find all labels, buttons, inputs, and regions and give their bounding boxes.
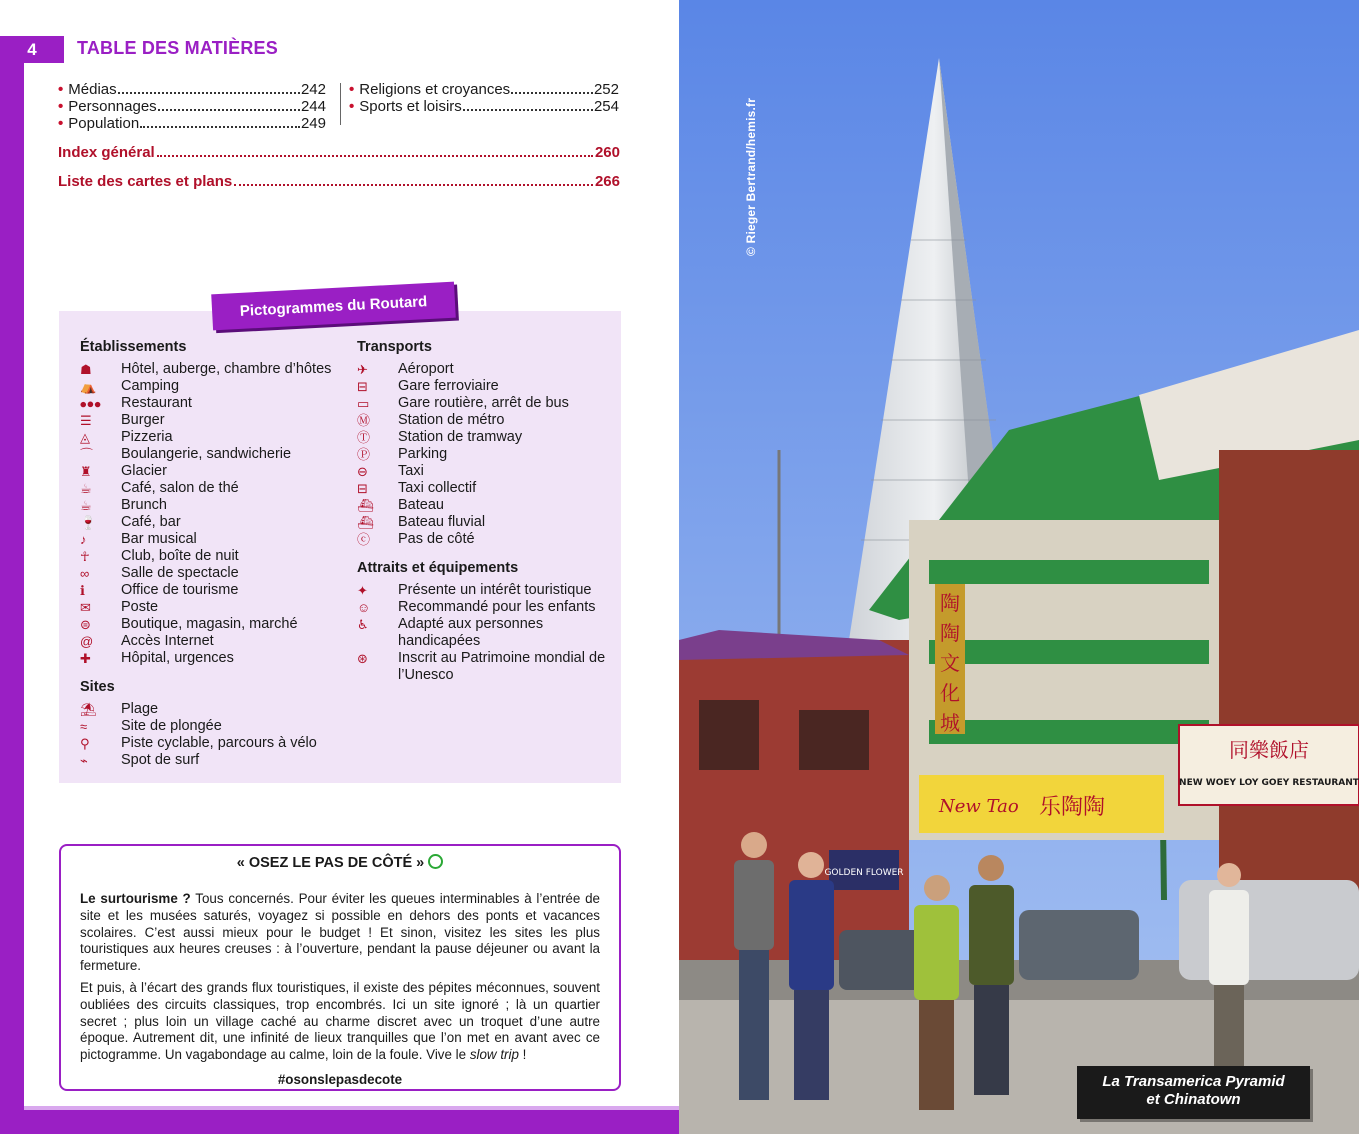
shop-icon: ⊜ [80,617,91,632]
riverboat-icon: ⛴ [357,515,374,530]
toc-subentry-page: 252 [593,81,619,98]
pictogram-item [357,446,619,463]
pictogram-label: Parking [398,446,448,462]
pictogram-label: Recommandé pour les enfants [398,599,596,615]
pictogram-item [80,599,350,616]
pictogram-label: Hôpital, urgences [121,650,234,666]
metro-icon: Ⓜ [357,413,371,428]
osez-text: Et puis, à l’écart des grands flux touristiques, il existe des pépites méconnues, souvent oubliées des circuits classiques, trop encombrés. Ici un site ignoré ; là un quartier secret ; plus loin un village caché au charme discret avec un troquet d’une autre époque. Autrement dit, une infinité de lieux tranquilles que l’on met en avant avec ce pictogramme. Un vagabondage au calme, loin de la foule. Vive le [80,979,600,1063]
pictogram-label: Accès Internet [121,633,214,649]
pictogram-label: Bateau [398,497,444,513]
tram-icon: Ⓣ [357,430,371,445]
pictogram-item [80,650,350,667]
pictogram-label: Aéroport [398,361,454,377]
pictogram-label: Pizzeria [121,429,173,445]
pictogram-label: Boulangerie, sandwicherie [121,446,292,462]
hotel-icon: ☗ [80,362,92,377]
burger-icon: ☰ [80,413,92,428]
section-heading-etablissements: Établissements [80,339,187,355]
side-color-bar [0,38,24,1134]
svg-text:城: 城 [940,711,960,735]
pictogram-list-etablissements [80,361,350,667]
bullet-icon: • [349,81,355,98]
coffee-icon: ☕ [80,481,92,496]
pictogram-item [357,616,619,650]
osez-callout-box [59,844,621,1091]
osez-lead: Le surtourisme ? [80,891,191,906]
icecream-icon: ♜ [80,464,92,479]
pictogram-item [357,395,619,412]
pictogram-item [357,361,619,378]
pictogram-label: Café, bar [121,514,181,530]
restaurant-icon: ⦁●⦁ [80,396,101,411]
leader-dots [140,115,300,128]
toc-entry-index[interactable] [58,144,620,161]
diving-icon: ≈ [80,719,88,734]
mask-icon: ∞ [80,566,90,581]
osez-italic: slow trip [469,1047,519,1063]
pictogram-item [80,735,350,752]
pictogram-label: Plage [121,701,159,717]
hashtag: #osonslepasdecote [277,1071,403,1087]
pictogram-item [80,616,350,633]
toc-subentry[interactable] [58,115,326,132]
pictogram-item [80,565,350,582]
pictogram-item [357,463,619,480]
toc-subentry-page: 244 [300,98,326,115]
pictogram-label: Salle de spectacle [121,565,239,581]
pictogram-item [357,480,619,497]
toc-column-right [349,81,619,115]
pizza-icon: ◬ [80,430,90,445]
toc-subentries [58,81,623,131]
pictogram-label: Poste [121,599,159,615]
pictogram-item [80,480,350,497]
pictogram-list-sites [80,701,350,769]
pictogram-item [80,378,350,395]
glass-icon: 🍷 [80,515,97,530]
pictogram-item [80,582,350,599]
bottom-color-bar [24,1106,679,1134]
pictogram-item [80,701,350,718]
toc-subentry-label: Population [68,115,140,132]
toc-entry-label: Liste des cartes et plans [58,173,233,190]
svg-text:陶: 陶 [940,621,960,645]
toc-divider [340,83,341,125]
pictogram-item [80,633,350,650]
caption-line-1: La Transamerica Pyramid [1102,1073,1285,1090]
toc-subentry-label: Sports et loisirs [359,98,462,115]
pictogram-column-left [80,339,350,769]
pictogram-item [80,531,350,548]
sign-yellow-chinese: 乐陶陶 [1039,795,1106,820]
bike-icon: ⚲ [80,736,90,751]
pictogram-label: Café, salon de thé [121,480,239,496]
photo-caption [1077,1066,1310,1119]
mail-icon: ✉ [80,600,91,615]
page-number: 4 [0,36,64,63]
section-heading-attraits: Attraits et équipements [357,560,519,576]
pictogram-label: Restaurant [121,395,192,411]
pictogram-legend-box [59,311,621,783]
pictogram-item [80,361,350,378]
toc-subentry[interactable] [58,81,326,98]
section-heading-sites: Sites [80,679,115,695]
leader-dots [158,98,300,111]
info-icon: ℹ [80,583,85,598]
svg-text:化: 化 [940,681,960,705]
beach-icon: ⛱ [80,702,97,717]
osez-title [80,854,600,871]
osez-text: Tous concernés. Pour éviter les queues interminables à l’entrée de site et les musées saturés, voyagez si possible en dehors des ponts et vacances scolaires. C’est aussi mieux pour le budget ! Et sinon, visitez les sites les plus touristiques aux heures creuses : à l’ouverture, pendant la pause déjeuner ou avant la fermeture. [80,891,600,974]
pictogram-label: Présente un intérêt touristique [398,582,592,598]
pictogram-label: Bar musical [121,531,197,547]
tourist-interest-icon: ✦ [357,583,368,598]
pictogram-item [357,531,619,548]
pictogram-label: Hôtel, auberge, chambre d’hôtes [121,361,332,377]
toc-subentry[interactable] [58,98,326,115]
sign-chinese-vertical: 陶 [940,591,960,615]
sign-restaurant-chinese: 同樂飯店 [1229,738,1309,762]
pictogram-item [80,497,350,514]
pictogram-label: Spot de surf [121,752,200,768]
pictogram-label: Club, boîte de nuit [121,548,239,564]
pictogram-list-transports [357,361,619,548]
toc-entry-label: Index général [58,144,155,161]
leader-dots [118,81,300,94]
osez-paragraph-1 [80,891,600,975]
taxi-icon: ⊖ [357,464,368,479]
toc-entry-page: 260 [594,144,620,161]
leader-dots [234,174,593,186]
pictogram-label: Piste cyclable, parcours à vélo [121,735,317,751]
pictogram-label: Inscrit au Patrimoine mondial de l’Unesco [398,650,606,683]
sign-golden-flower: GOLDEN FLOWER [824,868,904,878]
toc-entry-cartes[interactable] [58,173,620,190]
pas-de-cote-icon: ⓒ [357,532,371,547]
pictogram-label: Office de tourisme [121,582,239,598]
pictogram-list-attraits [357,582,619,684]
pictogram-label: Brunch [121,497,167,513]
plane-icon: ✈ [357,362,368,377]
osez-paragraph-2 [80,980,600,1064]
pictogram-label: Taxi [398,463,424,479]
toc-column-left [58,81,326,132]
pictogram-item [357,582,619,599]
pictogram-item [80,718,350,735]
pictogram-label: Site de plongée [121,718,222,734]
page-title: TABLE DES MATIÈRES [77,38,278,58]
photo-transamerica-chinatown [679,0,1359,1134]
pictogram-item [357,650,619,684]
music-icon: ♪ [80,532,87,547]
pictogram-item [357,412,619,429]
at-icon: @ [80,634,94,649]
pictogram-label: Pas de côté [398,531,475,547]
leader-dots [511,81,593,94]
pictogram-item [80,395,350,412]
pictogram-item [357,378,619,395]
toc-subentry-page: 249 [300,115,326,132]
sign-yellow: New Tao [939,796,1019,817]
boat-icon: ⛴ [357,498,374,513]
pictogram-label: Gare ferroviaire [398,378,499,394]
pictogram-item [80,514,350,531]
pictogram-tab-heading: Pictogrammes du Routard [211,282,456,331]
bus-icon: ▭ [357,396,370,411]
pictogram-label: Bateau fluvial [398,514,486,530]
bullet-icon: • [58,115,64,132]
pas-de-cote-icon [428,854,443,869]
osez-title-text: « OSEZ LE PAS DE CÔTÉ » [236,855,425,871]
wheelchair-icon: ♿ [357,617,369,632]
bread-icon: ⌒ [80,447,94,462]
pictogram-item [80,412,350,429]
svg-text:文: 文 [940,651,960,675]
toc-entry-page: 266 [594,173,620,190]
toc-subentry-label: Médias [68,81,117,98]
bullet-icon: • [58,81,64,98]
shared-taxi-icon: ⊟ [357,481,368,496]
pictogram-label: Boutique, magasin, marché [121,616,298,632]
bullet-icon: • [349,98,355,115]
surf-icon: ⌁ [80,753,88,768]
pictogram-item [80,463,350,480]
train-icon: ⊟ [357,379,368,394]
pictogram-label: Gare routière, arrêt de bus [398,395,569,411]
pictogram-item [357,514,619,531]
children-icon: ☺ [357,600,371,615]
pictogram-label: Station de métro [398,412,505,428]
pictogram-item [80,752,350,769]
parking-icon: Ⓟ [357,447,371,462]
pictogram-label: Adapté aux personnes handicapées [398,616,544,649]
pictogram-item [357,497,619,514]
pictogram-label: Burger [121,412,165,428]
leader-dots [463,98,593,111]
pictogram-item [80,548,350,565]
toc-subentry[interactable] [349,81,619,98]
caption-line-2: et Chinatown [1146,1091,1241,1108]
brunch-icon: ☕ [80,498,92,513]
pictogram-column-right [357,339,619,684]
pictogram-item [80,429,350,446]
left-page [0,0,679,1134]
pictogram-item [357,429,619,446]
pictogram-label: Taxi collectif [398,480,477,496]
bullet-icon: • [58,98,64,115]
pictogram-label: Station de tramway [398,429,523,445]
pictogram-label: Glacier [121,463,167,479]
pictogram-label: Camping [121,378,180,394]
osez-text-end: ! [518,1047,527,1063]
leader-dots [157,145,593,157]
dance-icon: ☥ [80,549,90,564]
pictogram-item [80,446,350,463]
photo-illustration [679,0,1359,1134]
toc-subentry-page: 242 [300,81,326,98]
pictogram-item [357,599,619,616]
photo-credit: © Rieger Bertrand/hemis.fr [744,97,758,256]
toc-subentry-label: Personnages [68,98,157,115]
toc-subentry-label: Religions et croyances [359,81,511,98]
camping-icon: ⛺ [80,379,97,394]
toc-subentry-page: 254 [593,98,619,115]
unesco-icon: ⊛ [357,651,368,666]
hospital-icon: ✚ [80,651,91,666]
toc-subentry[interactable] [349,98,619,115]
sign-restaurant: NEW WOEY LOY GOEY RESTAURANT [1179,778,1359,788]
section-heading-transports: Transports [357,339,432,355]
